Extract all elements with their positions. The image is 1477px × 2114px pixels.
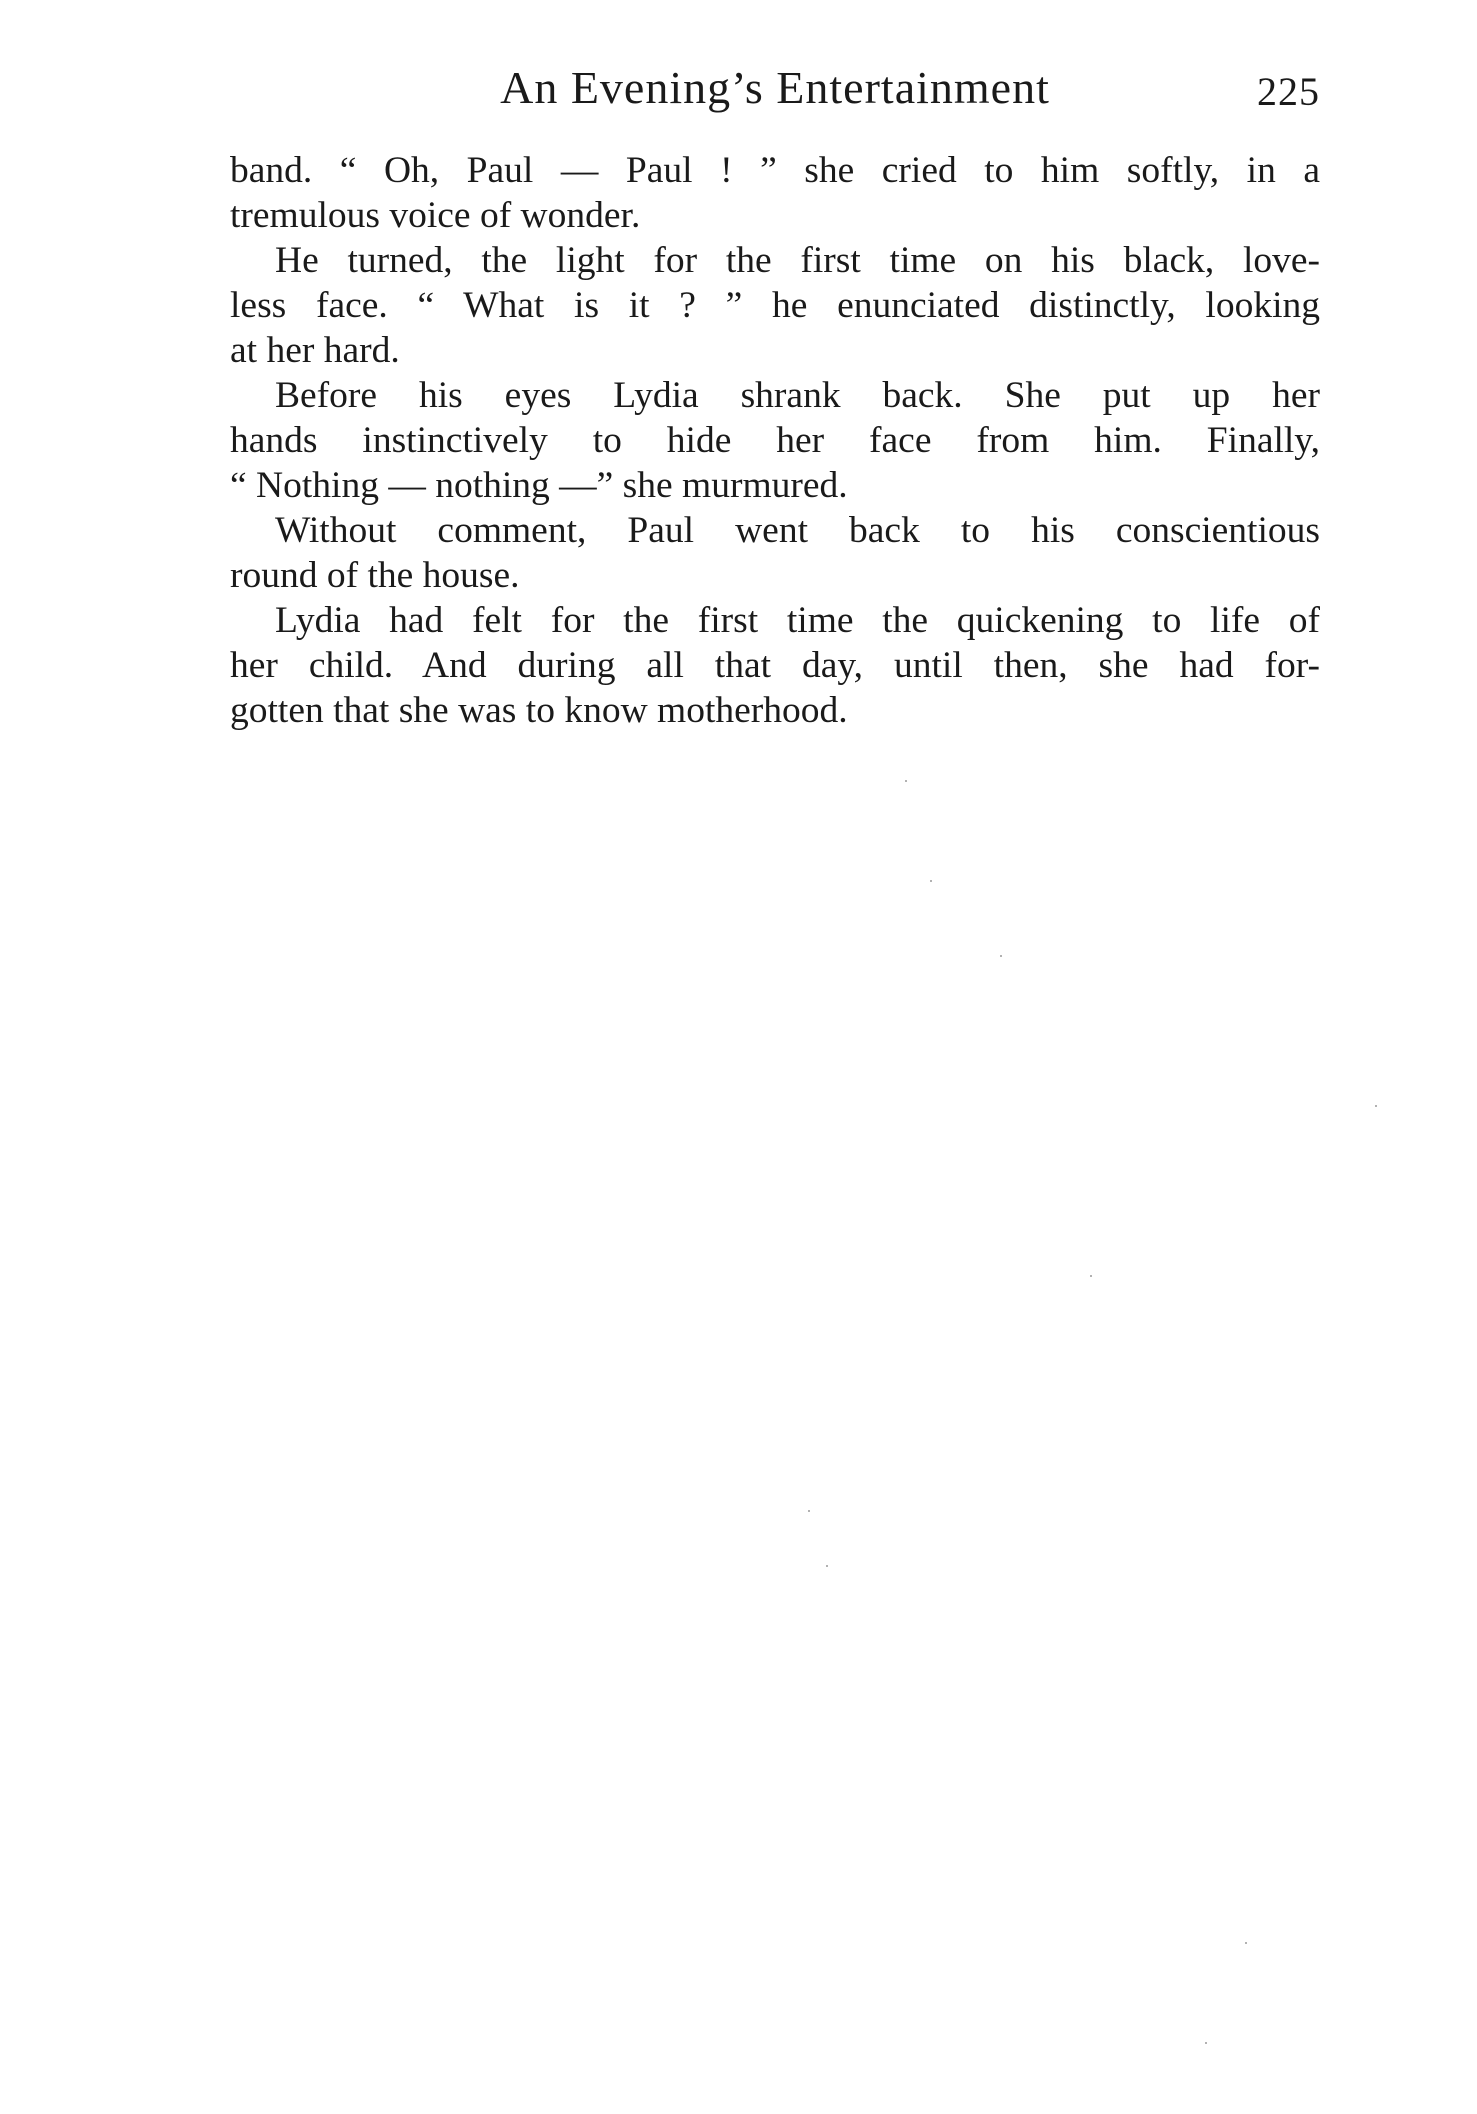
text-line: less face. “ What is it ? ” he enunciated distinctly, looking (230, 285, 1320, 326)
scan-speck (1205, 2042, 1207, 2044)
scan-speck (1090, 1275, 1092, 1277)
scan-speck (808, 1510, 810, 1512)
text-line: Without comment, Paul went back to his conscientious (275, 510, 1320, 551)
body-text (230, 148, 1320, 733)
running-title: An Evening’s Entertainment (500, 62, 1050, 113)
running-head (230, 58, 1320, 118)
scan-speck (1375, 1105, 1377, 1107)
text-line: He turned, the light for the first time on his black, love- (275, 240, 1320, 281)
page-number: 225 (1257, 69, 1320, 114)
text-line: tremulous voice of wonder. (230, 195, 641, 236)
scan-speck (826, 1565, 828, 1567)
text-line: Lydia had felt for the first time the quickening to life of (275, 600, 1320, 641)
text-line: her child. And during all that day, until then, she had for- (230, 645, 1320, 686)
scan-speck (1245, 1942, 1247, 1944)
text-line: at her hard. (230, 330, 400, 371)
text-line: band. “ Oh, Paul — Paul ! ” she cried to him softly, in a (230, 150, 1320, 191)
text-line: hands instinctively to hide her face from him. Finally, (230, 420, 1320, 461)
scan-speck (1000, 955, 1002, 957)
scan-speck (905, 780, 907, 782)
text-line: “ Nothing — nothing —” she murmured. (230, 465, 848, 506)
text-line: Before his eyes Lydia shrank back. She put up her (275, 375, 1320, 416)
scan-speck (930, 880, 932, 882)
text-line: gotten that she was to know motherhood. (230, 690, 848, 731)
text-line: round of the house. (230, 555, 520, 596)
